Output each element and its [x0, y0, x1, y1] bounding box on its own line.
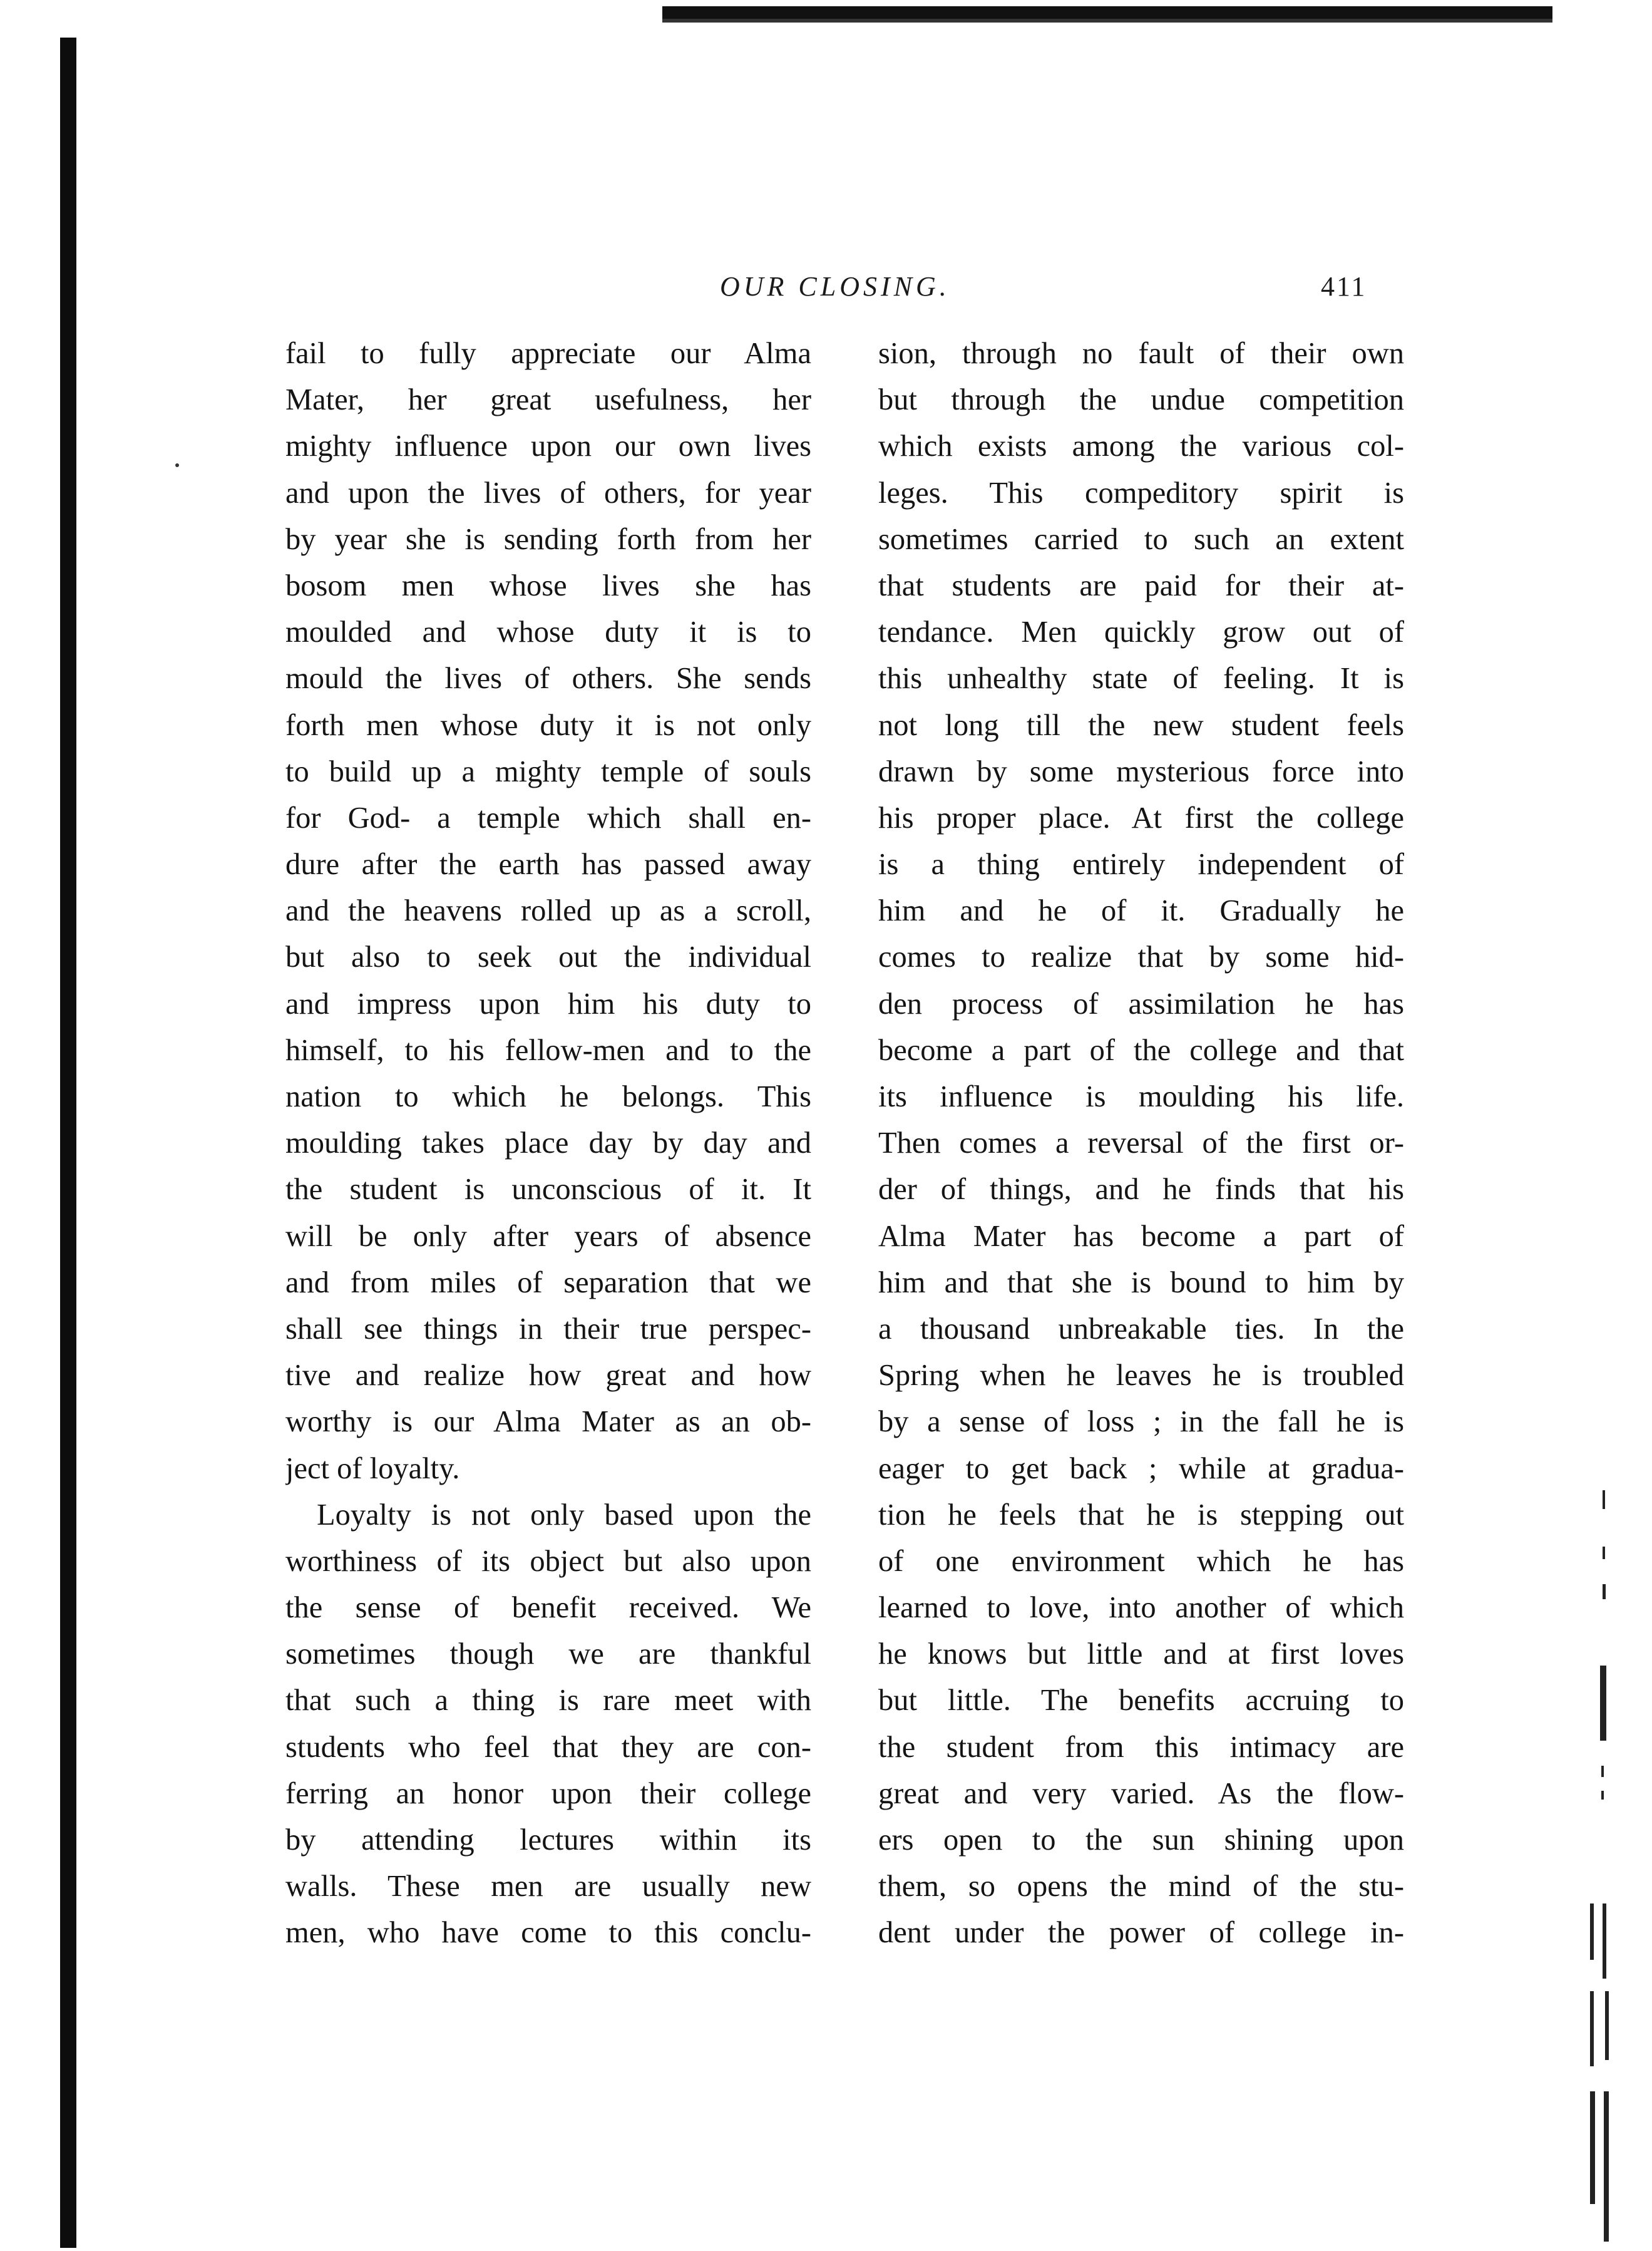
text-line: nation to which he belongs. This — [285, 1080, 811, 1113]
text-line: dure after the earth has passed away — [285, 848, 811, 882]
left-binding-edge — [60, 38, 76, 2248]
text-line: and the heavens rolled up as a scroll, — [285, 894, 811, 928]
text-line: Spring when he leaves he is troubled — [878, 1359, 1404, 1393]
text-line: them, so opens the mind of the stu- — [878, 1870, 1404, 1903]
text-line: walls. These men are usually new — [285, 1870, 811, 1903]
text-line: himself, to his fellow-men and to the — [285, 1033, 811, 1067]
text-line: of one environment which he has — [878, 1544, 1404, 1578]
text-line: eager to get back ; while at gradua- — [878, 1451, 1404, 1485]
text-line: ferring an honor upon their college — [285, 1776, 811, 1810]
text-line: sion, through no fault of their own — [878, 337, 1404, 370]
text-line: the student is unconscious of it. It — [285, 1173, 811, 1207]
text-line: him and he of it. Gradually he — [878, 894, 1404, 928]
text-line: worthy is our Alma Mater as an ob- — [285, 1405, 811, 1439]
text-line: der of things, and he finds that his — [878, 1173, 1404, 1207]
text-line: him and that she is bound to him by — [878, 1265, 1404, 1299]
top-border-rule — [662, 6, 1552, 20]
text-line: mould the lives of others. She sends — [285, 662, 811, 696]
scan-margin-artifacts — [1578, 1490, 1634, 2248]
text-line: moulded and whose duty it is to — [285, 616, 811, 649]
text-line: sometimes though we are thankful — [285, 1637, 811, 1671]
text-line: but also to seek out the individual — [285, 940, 811, 974]
text-line: great and very varied. As the flow- — [878, 1776, 1404, 1810]
text-line: by a sense of loss ; in the fall he is — [878, 1405, 1404, 1439]
text-line: a thousand unbreakable ties. In the — [878, 1312, 1404, 1346]
text-line: but little. The benefits accruing to — [878, 1684, 1404, 1718]
text-line: its influence is moulding his life. — [878, 1080, 1404, 1113]
text-line: for God- a temple which shall en- — [285, 801, 811, 835]
text-line: tendance. Men quickly grow out of — [878, 616, 1404, 649]
text-line: will be only after years of absence — [285, 1219, 811, 1253]
text-line: not long till the new student feels — [878, 708, 1404, 742]
running-title: OUR CLOSING. — [720, 271, 950, 302]
text-line: become a part of the college and that — [878, 1033, 1404, 1067]
text-line: drawn by some mysterious force into — [878, 755, 1404, 788]
text-line: worthiness of its object but also upon — [285, 1544, 811, 1578]
text-line: moulding takes place day by day and — [285, 1126, 811, 1160]
top-border-rule-thin — [662, 19, 1552, 23]
text-line: this unhealthy state of feeling. It is — [878, 662, 1404, 696]
text-line: bosom men whose lives she has — [285, 569, 811, 602]
text-line: that students are paid for their at- — [878, 569, 1404, 602]
text-line: sometimes carried to such an extent — [878, 522, 1404, 556]
text-line: Alma Mater has become a part of — [878, 1219, 1404, 1253]
text-line: the student from this intimacy are — [878, 1730, 1404, 1764]
right-text-column — [878, 331, 1404, 1957]
text-line: mighty influence upon our own lives — [285, 430, 811, 463]
text-line: he knows but little and at first loves — [878, 1637, 1404, 1671]
left-text-column — [285, 331, 811, 1957]
text-line: Loyalty is not only based upon the — [317, 1498, 811, 1532]
text-line: that such a thing is rare meet with — [285, 1684, 811, 1718]
text-line: forth men whose duty it is not only — [285, 708, 811, 742]
page-header — [250, 270, 1440, 314]
text-line: tion he feels that he is stepping out — [878, 1498, 1404, 1532]
text-line: students who feel that they are con- — [285, 1730, 811, 1764]
text-line: is a thing entirely independent of — [878, 848, 1404, 882]
text-line: tive and realize how great and how — [285, 1359, 811, 1393]
text-line: by attending lectures within its — [285, 1823, 811, 1857]
text-line: the sense of benefit received. We — [285, 1591, 811, 1625]
text-line: dent under the power of college in- — [878, 1916, 1404, 1950]
text-line: fail to fully appreciate our Alma — [285, 337, 811, 370]
text-line: comes to realize that by some hid- — [878, 940, 1404, 974]
text-line: shall see things in their true perspec- — [285, 1312, 811, 1346]
text-line: but through the undue competition — [878, 383, 1404, 417]
text-line: leges. This compeditory spirit is — [878, 476, 1404, 510]
text-line: and impress upon him his duty to — [285, 987, 811, 1021]
text-line: and from miles of separation that we — [285, 1265, 811, 1299]
page-number: 411 — [1321, 271, 1367, 302]
text-line: his proper place. At first the college — [878, 801, 1404, 835]
text-line: learned to love, into another of which — [878, 1591, 1404, 1625]
text-line: ject of loyalty. — [285, 1451, 460, 1485]
text-line: Then comes a reversal of the first or- — [878, 1126, 1404, 1160]
text-line: which exists among the various col- — [878, 430, 1404, 463]
text-line: Mater, her great usefulness, her — [285, 383, 811, 417]
text-line: ers open to the sun shining upon — [878, 1823, 1404, 1857]
text-line: men, who have come to this conclu- — [285, 1916, 811, 1950]
text-line: and upon the lives of others, for year — [285, 476, 811, 510]
ink-speck — [175, 463, 179, 467]
text-line: den process of assimilation he has — [878, 987, 1404, 1021]
text-line: to build up a mighty temple of souls — [285, 755, 811, 788]
text-line: by year she is sending forth from her — [285, 522, 811, 556]
